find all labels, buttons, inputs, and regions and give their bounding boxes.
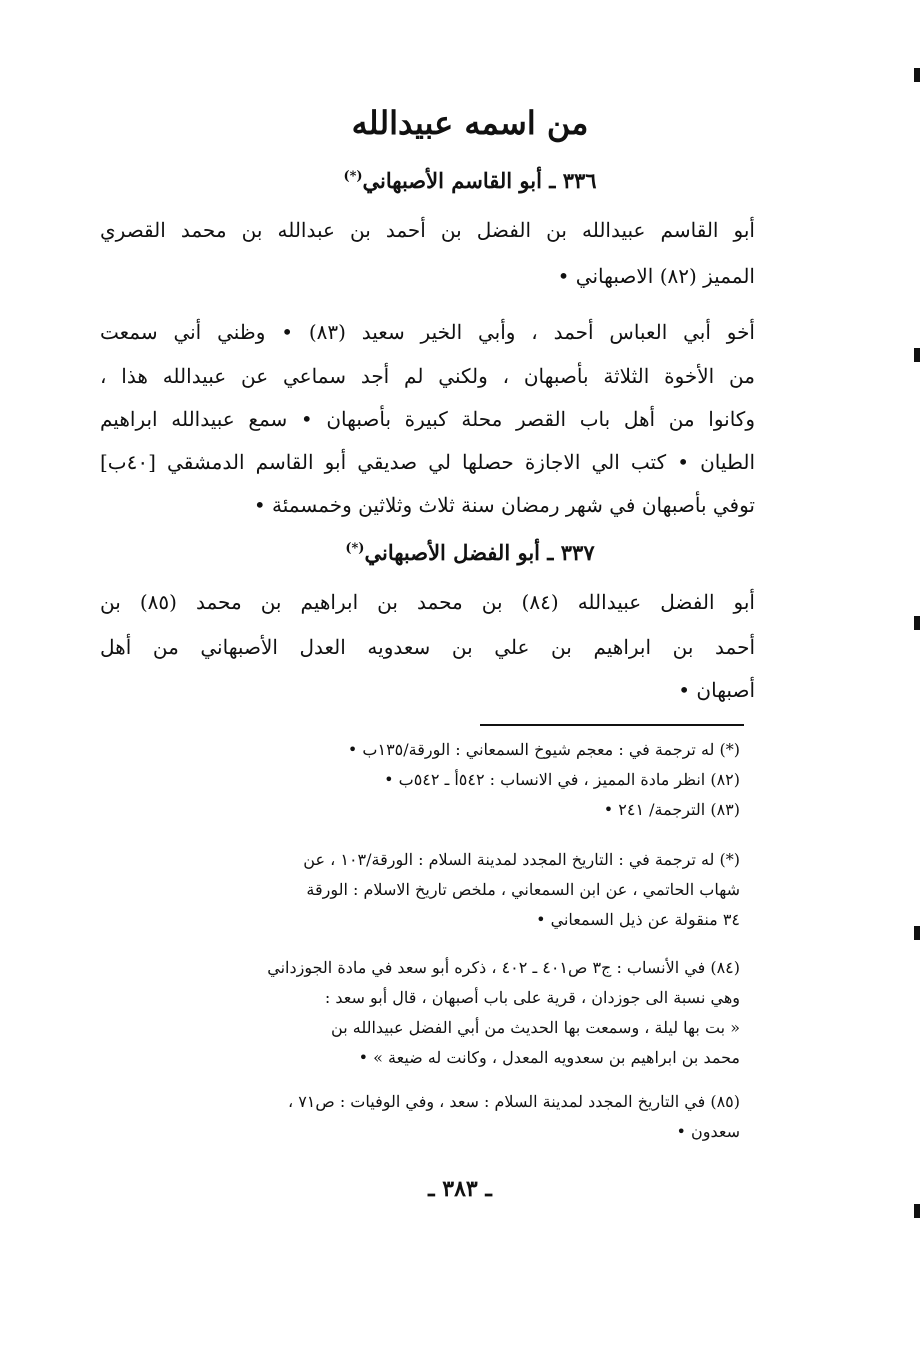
- footnote-line: ٣٤ منقولة عن ذيل السمعاني •: [536, 910, 740, 929]
- text-line: وكانوا من أهل باب القصر محلة كبيرة بأصبهان • سمع عبيدالله ابراهيم: [100, 407, 755, 431]
- footnote-line: « بت بها ليلة ، وسمعت بها الحديث من أبي الفضل عبيدالله بن: [331, 1018, 740, 1037]
- text-line: من الأخوة الثلاثة بأصبهان ، ولكني لم أجد سماعي عن عبيدالله هذا ،: [100, 364, 755, 388]
- section-heading: من اسمه عبيدالله: [351, 104, 589, 142]
- footnote-separator: [480, 724, 744, 726]
- entry-title: [170, 540, 770, 565]
- text-line: أخو أبي العباس أحمد ، وأبي الخير سعيد (٨٣) • وظني أني سمعت: [100, 320, 755, 344]
- footnote-line: (٨٤) في الأنساب : ج٣ ص٤٠١ ـ ٤٠٢ ، ذكره أبو سعد في مادة الجوزداني: [267, 958, 740, 977]
- footnote-line: شهاب الحاتمي ، عن ابن السمعاني ، ملخص تاريخ الاسلام : الورقة: [306, 880, 740, 899]
- binding-mark: [914, 348, 920, 362]
- text-line: أبو الفضل عبيدالله (٨٤) بن محمد بن ابراهيم بن محمد (٨٥) بن: [100, 590, 755, 614]
- footnote-line: سعدون •: [676, 1122, 740, 1141]
- footnote-line: (*) له ترجمة في : التاريخ المجدد لمدينة السلام : الورقة/١٠٣ ، عن: [303, 850, 740, 869]
- page-number: ـ ٣٨٣ ـ: [428, 1176, 492, 1202]
- binding-mark: [914, 68, 920, 82]
- binding-mark: [914, 1204, 920, 1218]
- entry-title-text: ٣٣٧ ـ أبو الفضل الأصبهاني: [364, 540, 595, 565]
- text-line: المميز (٨٢) الاصبهاني •: [557, 264, 755, 288]
- footnote-marker: (*): [343, 169, 363, 184]
- text-line: الطيان • كتب الي الاجازة حصلها لي صديقي أبو القاسم الدمشقي [٤٠ب]: [100, 450, 755, 474]
- footnote-line: (٨٢) انظر مادة المميز ، في الانساب : ٥٤٢أ ـ ٥٤٢ب •: [384, 770, 740, 789]
- text-line: أبو القاسم عبيدالله بن الفضل بن أحمد بن عبدالله بن محمد القصري: [100, 218, 755, 242]
- text-line: أحمد بن ابراهيم بن علي بن سعدويه العدل الأصبهاني من أهل: [100, 635, 755, 659]
- footnote-line: محمد بن ابراهيم بن سعدويه المعدل ، وكانت له ضيعة » •: [358, 1048, 740, 1067]
- footnote-line: (*) له ترجمة في : معجم شيوخ السمعاني : الورقة/١٣٥ب •: [347, 740, 740, 759]
- footnote-line: (٨٣) الترجمة/ ٢٤١ •: [603, 800, 740, 819]
- entry-title: [170, 168, 770, 193]
- binding-mark: [914, 926, 920, 940]
- footnote-line: (٨٥) في التاريخ المجدد لمدينة السلام : سعد ، وفي الوفيات : ص٧١ ،: [287, 1092, 740, 1111]
- entry-title-text: ٣٣٦ ـ أبو القاسم الأصبهاني: [362, 168, 597, 193]
- binding-mark: [914, 616, 920, 630]
- footnote-marker: (*): [345, 541, 365, 556]
- text-line: توفي بأصبهان في شهر رمضان سنة ثلاث وثلاثين وخمسمئة •: [253, 493, 755, 517]
- text-line: أصبهان •: [678, 678, 755, 702]
- footnote-line: وهي نسبة الى جوزدان ، قرية على باب أصبهان ، قال أبو سعد :: [324, 988, 740, 1007]
